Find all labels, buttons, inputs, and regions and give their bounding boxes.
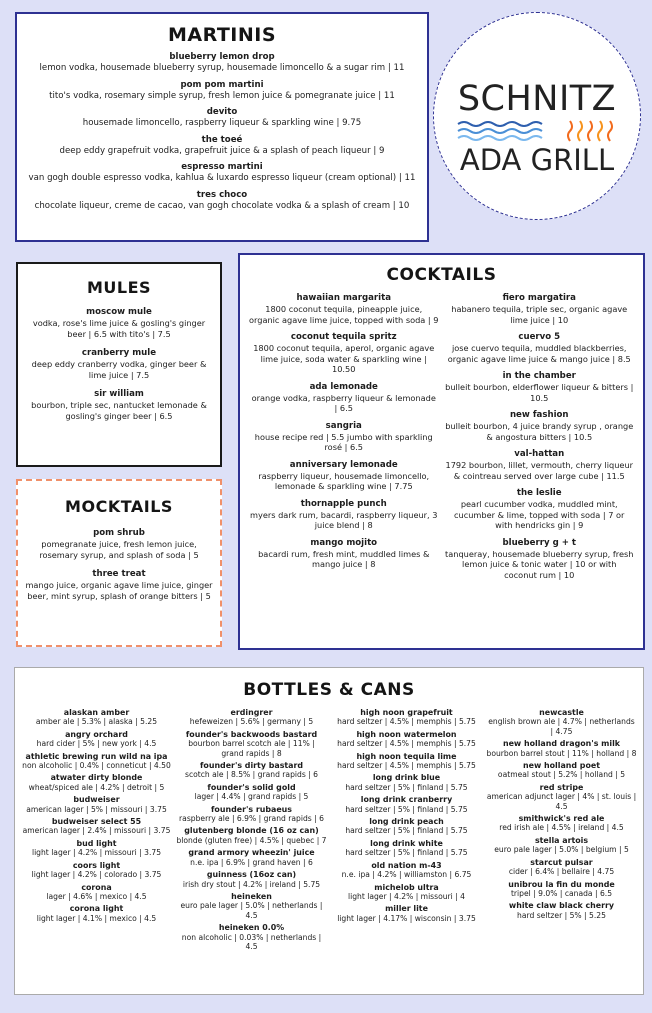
menu-item-description: mango juice, organic agave lime juice, ginger beer, mint syrup, splash of orange bitters | 5 xyxy=(25,580,213,601)
menu-item xyxy=(486,814,637,833)
menu-item-name: cuervo 5 xyxy=(518,332,561,342)
menu-item-name: high noon grapefruit xyxy=(360,708,453,717)
menu-item-name: coconut tequila spritz xyxy=(290,332,397,342)
menu-item-name: smithwick's red ale xyxy=(518,814,605,824)
menu-item xyxy=(18,569,220,601)
mocktails-section xyxy=(16,479,222,647)
menu-item-description: tripel | 9.0% | canada | 6.5 xyxy=(510,888,613,898)
menu-item-description: hard seltzer | 4.5% | memphis | 5.75 xyxy=(337,717,476,727)
menu-item-name: guinness (16oz can) xyxy=(206,870,297,880)
menu-item-description: pomegranate juice, fresh lemon juice, rosemary syrup, and splash of soda | 5 xyxy=(39,539,199,560)
menu-item-description: chocolate liqueur, creme de cacao, van gogh chocolate vodka & a splash of cream | 10 xyxy=(34,200,410,211)
bottles-column-4 xyxy=(484,708,639,954)
menu-item-description: habanero tequila, triple sec, organic agave lime juice | 10 xyxy=(451,304,628,325)
bottles-title: BOTTLES & CANS xyxy=(243,680,415,700)
menu-item xyxy=(17,107,427,129)
menu-item-description: american lager | 5% | missouri | 3.75 xyxy=(26,804,167,814)
menu-item-name: sangria xyxy=(325,420,362,431)
menu-item-description: euro pale lager | 5.0% | belgium | 5 xyxy=(494,845,629,855)
menu-item xyxy=(176,708,327,727)
mocktails-title: MOCKTAILS xyxy=(65,497,173,516)
menu-item-name: atwater dirty blonde xyxy=(50,773,143,783)
menu-item xyxy=(17,190,427,212)
menu-item-description: tanqueray, housemade blueberry syrup, fresh lemon juice & tonic water | 10 or with coconut rum | 10 xyxy=(445,548,634,580)
menu-item xyxy=(331,708,482,727)
menu-item-name: unibrou la fin du monde xyxy=(508,879,615,889)
menu-item-name: long drink blue xyxy=(372,773,441,783)
menu-item-description: pearl cucumber vodka, muddled mint, cucumber & lime, topped with soda | 7 or with hendricks gin | 9 xyxy=(454,499,625,530)
menu-item-name: miller lite xyxy=(385,904,428,914)
menu-item-name: high noon tequila lime xyxy=(356,751,457,761)
menu-item xyxy=(486,858,637,877)
menu-item-name: high noon watermelon xyxy=(356,729,457,739)
menu-item xyxy=(18,528,220,560)
menu-item-name: erdingrer xyxy=(230,708,273,717)
menu-item-name: founder's rubaeus xyxy=(211,804,292,814)
bottles-section xyxy=(14,667,644,995)
menu-item-name: heineken 0.0% xyxy=(218,923,285,933)
menu-item-name: old nation m-43 xyxy=(371,860,442,870)
menu-item-name: the leslie xyxy=(516,488,562,498)
menu-item-name: espresso martini xyxy=(181,162,263,172)
menu-item-name: the toeé xyxy=(201,134,243,145)
menu-item-description: myers dark rum, bacardi, raspberry liqueur, 3 juice blend | 8 xyxy=(250,509,438,530)
menu-item-name: budweiser select 55 xyxy=(51,817,142,827)
mules-title: MULES xyxy=(86,278,152,297)
menu-item xyxy=(442,371,638,403)
menu-item xyxy=(21,795,172,814)
menu-item-description: bourbon barrel stout | 11% | holland | 8 xyxy=(486,748,637,758)
menu-item-description: lemon vodka, housemade blueberry syrup, housemade limoncello & a sugar rim | 11 xyxy=(39,63,405,73)
cocktails-right-column xyxy=(442,293,638,587)
martinis-section xyxy=(15,12,429,242)
menu-item-name: hawaiian margarita xyxy=(296,293,391,303)
menu-item-name: anniversary lemonade xyxy=(289,459,398,470)
menu-item xyxy=(331,773,482,792)
menu-item-description: bourbon, triple sec, nantucket lemonade & gosling's ginger beer | 6.5 xyxy=(31,400,207,421)
menu-item-description: english brown ale | 4.7% | netherlands | 4.75 xyxy=(488,717,635,736)
menu-item-description: euro pale lager | 5.0% | netherlands | 4.5 xyxy=(180,901,323,920)
menu-item xyxy=(331,752,482,771)
menu-item-name: moscow mule xyxy=(86,307,152,317)
logo-line-1: SCHNITZ xyxy=(457,79,617,119)
cocktails-left-column xyxy=(246,293,442,587)
menu-item-name: tres choco xyxy=(196,189,248,200)
menu-item xyxy=(21,773,172,792)
menu-item-name: heineken xyxy=(231,891,272,901)
menu-item-name: red stripe xyxy=(539,782,584,792)
menu-item xyxy=(331,883,482,902)
menu-item xyxy=(486,880,637,899)
menu-item-description: van gogh double espresso vodka, kahlua & luxardo espresso liqueur (cream optional) | 11 xyxy=(28,173,416,183)
menu-item-name: bud light xyxy=(76,838,117,848)
menu-item xyxy=(486,901,637,920)
menu-item xyxy=(17,52,427,74)
menu-item xyxy=(442,332,638,364)
menu-item-name: glutenberg blonde (16 oz can) xyxy=(184,826,319,836)
menu-item-name: newcastle xyxy=(539,708,584,717)
menu-item-name: founder's backwoods bastard xyxy=(185,729,318,739)
menu-item-description: raspberry ale | 6.9% | grand rapids | 6 xyxy=(179,814,324,824)
menu-item-name: white claw black cherry xyxy=(508,901,615,911)
menu-item-description: lager | 4.4% | grand rapids | 5 xyxy=(194,792,309,802)
menu-item-name: fiero margatira xyxy=(502,293,576,303)
bottles-column-3 xyxy=(329,708,484,954)
menu-item-name: long drink peach xyxy=(369,817,444,827)
menu-item xyxy=(21,730,172,749)
cocktails-section xyxy=(238,253,645,650)
menu-item-name: blueberry g + t xyxy=(502,537,577,548)
menu-item-description: hard seltzer | 5% | 5.25 xyxy=(517,910,606,920)
menu-item-name: stella artois xyxy=(534,835,589,845)
menu-item-name: thornapple punch xyxy=(300,498,387,509)
menu-item-name: corona xyxy=(81,882,112,892)
menu-item xyxy=(246,538,442,570)
menu-item-description: housemade limoncello, raspberry liqueur & sparkling wine | 9.75 xyxy=(82,118,362,128)
menu-item-description: jose cuervo tequila, muddled blackberries, organic agave lime juice & mango juice | 8.5 xyxy=(447,343,631,364)
menu-item xyxy=(486,783,637,811)
bottles-column-1 xyxy=(19,708,174,954)
menu-item-name: michelob ultra xyxy=(374,882,439,892)
menu-item-name: new holland poet xyxy=(523,761,600,771)
menu-item-name: grand armory wheezin' juice xyxy=(188,848,315,858)
menu-item-description: orange vodka, raspberry liqueur & lemonade | 6.5 xyxy=(251,392,436,413)
menu-item-description: deep eddy grapefruit vodka, grapefruit juice & a splash of peach liqueur | 9 xyxy=(59,145,385,156)
menu-item-description: 1800 coconut tequila, pineapple juice, organic agave lime juice, topped with soda | 9 xyxy=(249,304,439,325)
menu-item-name: new fashion xyxy=(509,410,569,420)
menu-item-name: sir william xyxy=(94,389,144,399)
menu-item-description: deep eddy cranberry vodka, ginger beer & lime juice | 7.5 xyxy=(31,359,207,380)
menu-item-description: hard seltzer | 5% | finland | 5.75 xyxy=(345,804,468,814)
menu-item-description: n.e. ipa | 6.9% | grand haven | 6 xyxy=(190,857,313,867)
menu-item xyxy=(18,348,220,380)
menu-item-description: hard seltzer | 5% | finland | 5.75 xyxy=(345,782,468,792)
martinis-title: MARTINIS xyxy=(167,24,277,46)
menu-item-description: oatmeal stout | 5.2% | holland | 5 xyxy=(497,770,626,780)
menu-item xyxy=(331,861,482,880)
menu-item-name: coors light xyxy=(72,860,121,870)
menu-item-name: budweiser xyxy=(73,795,120,805)
menu-item xyxy=(18,389,220,421)
menu-item-name: founder's solid gold xyxy=(207,782,296,792)
menu-item-description: vodka, rose's lime juice & gosling's ginger beer | 6.5 with tito's | 7.5 xyxy=(32,318,206,339)
menu-item xyxy=(246,293,442,325)
menu-item-description: non alcoholic | 0.4% | conneticut | 4.50 xyxy=(22,761,171,771)
menu-item xyxy=(246,332,442,375)
bottles-column-2 xyxy=(174,708,329,954)
menu-item-name: pom pom martini xyxy=(180,79,264,90)
menu-item xyxy=(21,752,172,771)
menu-item-description: blonde (gluten free) | 4.5% | quebec | 7 xyxy=(176,835,327,845)
menu-item xyxy=(176,848,327,867)
menu-item-name: alaskan amber xyxy=(63,708,130,717)
menu-item-name: ada lemonade xyxy=(309,381,378,392)
menu-item-name: angry orchard xyxy=(65,729,128,739)
menu-item xyxy=(246,421,442,453)
menu-item xyxy=(21,861,172,880)
menu-item xyxy=(486,739,637,758)
mocktails-list xyxy=(18,528,220,601)
martinis-list xyxy=(17,52,427,211)
menu-item-name: devito xyxy=(206,107,238,117)
menu-item-description: bacardi rum, fresh mint, muddled limes & mango juice | 8 xyxy=(258,548,430,569)
menu-item-description: lager | 4.6% | mexico | 4.5 xyxy=(46,891,147,901)
menu-item-description: hard cider | 5% | new york | 4.5 xyxy=(36,739,157,749)
menu-item xyxy=(176,805,327,824)
menu-item xyxy=(442,293,638,325)
menu-item-description: 1800 coconut tequila, aperol, organic agave lime juice, soda water & sparkling wine | 10.50 xyxy=(253,343,435,374)
menu-item xyxy=(21,904,172,923)
menu-item xyxy=(486,836,637,855)
menu-item xyxy=(246,460,442,492)
menu-item-description: light lager | 4.17% | wisconsin | 3.75 xyxy=(337,913,476,923)
menu-item xyxy=(486,708,637,736)
cocktails-title: COCKTAILS xyxy=(386,265,497,285)
menu-item-name: long drink white xyxy=(370,838,443,848)
menu-item xyxy=(21,883,172,902)
menu-item-description: bulleit bourbon, 4 juice brandy syrup , orange & angostura bitters | 10.5 xyxy=(445,421,634,442)
menu-item-description: red irish ale | 4.5% | ireland | 4.5 xyxy=(499,823,624,833)
menu-item xyxy=(442,488,638,531)
menu-item-description: light lager | 4.2% | missouri | 4 xyxy=(347,891,465,901)
menu-item xyxy=(176,783,327,802)
menu-item-description: hard seltzer | 5% | finland | 5.75 xyxy=(345,848,468,858)
menu-item xyxy=(176,892,327,920)
menu-item-description: scotch ale | 8.5% | grand rapids | 6 xyxy=(185,770,318,780)
mules-list xyxy=(18,307,220,421)
menu-item-name: corona light xyxy=(69,904,124,914)
menu-item-description: irish dry stout | 4.2% | ireland | 5.75 xyxy=(182,879,321,889)
menu-item-description: american lager | 2.4% | missouri | 3.75 xyxy=(22,826,171,836)
menu-item xyxy=(246,382,442,414)
menu-item xyxy=(21,708,172,727)
logo-waves-icon xyxy=(452,119,624,145)
menu-item xyxy=(442,538,638,581)
menu-item xyxy=(17,80,427,102)
menu-item xyxy=(486,761,637,780)
menu-item-name: blueberry lemon drop xyxy=(169,52,275,62)
menu-item-description: n.e. ipa | 4.2% | williamston | 6.75 xyxy=(341,870,472,880)
menu-item xyxy=(442,449,638,481)
menu-item-description: non alcoholic | 0.03% | netherlands | 4.5 xyxy=(181,932,322,951)
menu-item-name: val-hattan xyxy=(514,449,565,459)
menu-item-description: cider | 6.4% | bellaire | 4.75 xyxy=(508,867,615,877)
menu-item xyxy=(176,923,327,951)
menu-item-description: light lager | 4.2% | missouri | 3.75 xyxy=(31,848,162,858)
menu-item xyxy=(176,826,327,845)
menu-item-description: house recipe red | 5.5 jumbo with sparkling rosé | 6.5 xyxy=(254,431,433,452)
menu-item xyxy=(17,162,427,184)
menu-item xyxy=(17,135,427,157)
menu-item xyxy=(331,839,482,858)
menu-item xyxy=(176,761,327,780)
menu-item xyxy=(21,839,172,858)
menu-item-name: athletic brewing run wild na ipa xyxy=(25,751,168,761)
menu-item-name: in the chamber xyxy=(502,371,576,381)
menu-item-description: light lager | 4.1% | mexico | 4.5 xyxy=(36,913,157,923)
menu-item xyxy=(442,410,638,442)
menu-item xyxy=(176,730,327,758)
menu-item xyxy=(246,499,442,531)
menu-item xyxy=(331,904,482,923)
menu-item xyxy=(331,730,482,749)
menu-item-description: hard seltzer | 4.5% | memphis | 5.75 xyxy=(337,761,476,771)
menu-item-description: tito's vodka, rosemary simple syrup, fresh lemon juice & pomegranate juice | 11 xyxy=(49,90,395,101)
mules-section xyxy=(16,262,222,467)
menu-item-description: wheat/spiced ale | 4.2% | detroit | 5 xyxy=(28,782,165,792)
menu-item-description: light lager | 4.2% | colorado | 3.75 xyxy=(31,870,162,880)
menu-item-description: hard seltzer | 5% | finland | 5.75 xyxy=(345,826,468,836)
menu-item-name: new holland dragon's milk xyxy=(502,739,621,749)
menu-item-name: starcut pulsar xyxy=(530,857,593,867)
menu-item-description: amber ale | 5.3% | alaska | 5.25 xyxy=(35,717,158,727)
menu-item-name: cranberry mule xyxy=(81,348,157,358)
menu-item xyxy=(331,817,482,836)
menu-item-description: 1792 bourbon, lillet, vermouth, cherry liqueur & cointreau served over large cube | 11.5 xyxy=(445,460,634,481)
menu-item-name: mango mojito xyxy=(310,537,378,548)
restaurant-logo xyxy=(433,12,641,220)
menu-item-description: raspberry liqueur, housemade limoncello, lemonade & sparkling wine | 7.75 xyxy=(258,470,430,491)
menu-item-name: long drink cranberry xyxy=(360,795,453,805)
menu-item xyxy=(18,307,220,339)
logo-line-2: ADA GRILL xyxy=(459,143,615,177)
menu-item-name: founder's dirty bastard xyxy=(199,761,304,771)
menu-item xyxy=(331,795,482,814)
menu-item-description: hard seltzer | 4.5% | memphis | 5.75 xyxy=(337,739,476,749)
menu-item xyxy=(176,870,327,889)
menu-item-name: three treat xyxy=(92,569,146,579)
menu-item-description: bulleit bourbon, elderflower liqueur & bitters | 10.5 xyxy=(445,382,634,403)
menu-item xyxy=(21,817,172,836)
menu-item-description: american adjunct lager | 4% | st. louis | 4.5 xyxy=(486,792,637,811)
menu-item-name: pom shrub xyxy=(93,528,145,538)
menu-item-description: hefeweizen | 5.6% | germany | 5 xyxy=(189,717,314,727)
menu-item-description: bourbon barrel scotch ale | 11% | grand rapids | 8 xyxy=(188,739,315,758)
